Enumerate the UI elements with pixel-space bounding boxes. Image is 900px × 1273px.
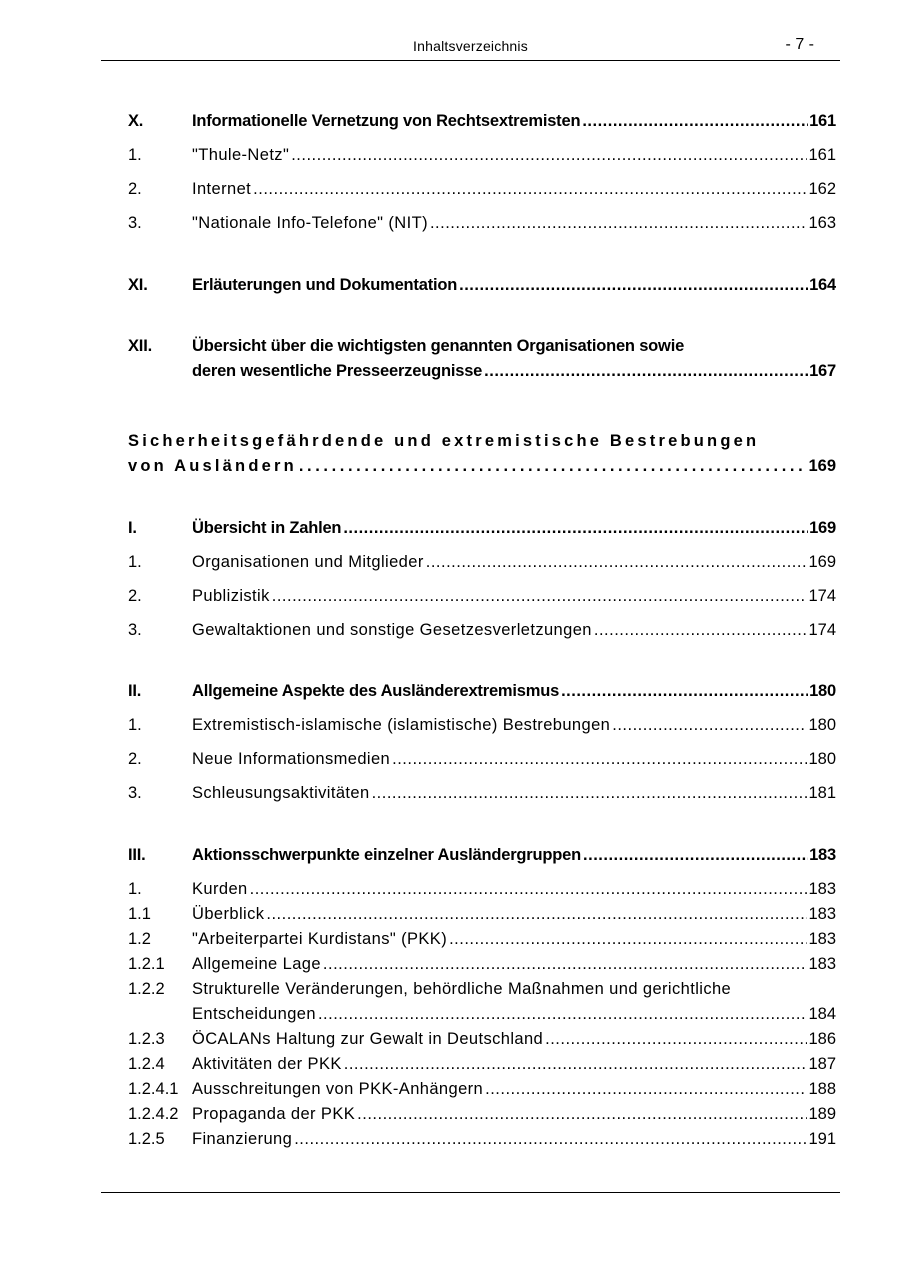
toc-leader — [582, 109, 808, 133]
toc-leader — [449, 927, 807, 951]
toc-number: XII. — [128, 337, 152, 355]
toc-label: Organisationen und Mitglieder — [192, 553, 424, 571]
toc-leader — [545, 1027, 807, 1051]
toc-leader — [484, 359, 808, 383]
toc-entry[interactable] — [128, 177, 836, 201]
toc-leader — [266, 902, 807, 926]
toc-label: Kurden — [192, 880, 248, 898]
toc-label: Aktionsschwerpunkte einzelner Ausländergruppen — [192, 846, 582, 864]
toc-number: 1. — [128, 716, 142, 734]
toc-label: Ausschreitungen von PKK-Anhängern — [192, 1080, 484, 1098]
toc-entry[interactable] — [128, 747, 836, 771]
toc-page: 183 — [808, 905, 836, 923]
toc-leader — [430, 211, 808, 235]
toc-number: 1.2.2 — [128, 980, 165, 998]
toc-page: 188 — [808, 1080, 836, 1098]
toc-label: Aktivitäten der PKK — [192, 1055, 342, 1073]
toc-entry[interactable] — [128, 618, 836, 642]
header-title: Inhaltsverzeichnis — [413, 38, 528, 54]
toc-leader — [459, 273, 808, 297]
toc-leader — [343, 516, 808, 540]
toc-number: 1. — [128, 146, 142, 164]
toc-leader — [357, 1102, 807, 1126]
toc-number: XI. — [128, 276, 148, 294]
toc-leader — [426, 550, 808, 574]
toc-leader — [344, 1052, 808, 1076]
toc-page: 174 — [808, 621, 836, 639]
toc-label: Finanzierung — [192, 1130, 293, 1148]
toc-page: 180 — [809, 682, 836, 700]
toc-page: 162 — [808, 180, 836, 198]
toc-label: Internet — [192, 180, 252, 198]
toc-label: "Arbeiterpartei Kurdistans" (PKK) — [192, 930, 448, 948]
toc-label: Informationelle Vernetzung von Rechtsextremisten — [192, 112, 581, 130]
toc-entry[interactable] — [128, 1127, 836, 1151]
toc-label: deren wesentliche Presseerzeugnisse — [192, 362, 483, 380]
toc-number: 3. — [128, 784, 142, 802]
toc-entry[interactable] — [128, 952, 836, 976]
toc-label: ÖCALANs Haltung zur Gewalt in Deutschland — [192, 1030, 544, 1048]
toc-page: 183 — [808, 930, 836, 948]
toc-entry[interactable] — [128, 211, 836, 235]
toc-leader — [583, 843, 808, 867]
toc-entry[interactable] — [128, 713, 836, 737]
toc-number: 1.2.3 — [128, 1030, 165, 1048]
toc-leader — [299, 454, 808, 478]
toc-entry[interactable] — [128, 877, 836, 901]
toc-number: 1. — [128, 553, 142, 571]
toc-leader — [612, 713, 807, 737]
toc-entry[interactable] — [128, 1027, 836, 1051]
toc-entry[interactable] — [128, 143, 836, 167]
toc-label: Übersicht in Zahlen — [192, 519, 342, 537]
toc-label: Entscheidungen — [192, 1005, 316, 1023]
toc-number: 1.2.4 — [128, 1055, 165, 1073]
toc-leader — [372, 781, 808, 805]
toc-label: Allgemeine Lage — [192, 955, 321, 973]
toc-entry[interactable] — [128, 977, 836, 1001]
toc-section-xi[interactable] — [128, 273, 836, 297]
toc-page: 164 — [809, 276, 836, 294]
toc-label: Übersicht über die wichtigsten genannten Organisationen sowie — [192, 337, 685, 355]
toc-number: II. — [128, 682, 142, 700]
toc-label: Propaganda der PKK — [192, 1105, 356, 1123]
toc-number: 1.2.5 — [128, 1130, 165, 1148]
toc-page: 187 — [808, 1055, 836, 1073]
toc-page: 180 — [808, 750, 836, 768]
toc-section-xii-continued[interactable] — [128, 359, 836, 383]
toc-label: Gewaltaktionen und sonstige Gesetzesverletzungen — [192, 621, 592, 639]
toc-number: 2. — [128, 750, 142, 768]
toc-chapter-heading[interactable] — [128, 429, 836, 453]
toc-leader — [323, 952, 808, 976]
toc-section-i[interactable] — [128, 516, 836, 540]
toc-label: Strukturelle Veränderungen, behördliche Maßnahmen und gerichtliche — [192, 980, 732, 998]
toc-number: 1.2 — [128, 930, 151, 948]
toc-number: 1.2.4.1 — [128, 1080, 179, 1098]
toc-entry-continued[interactable] — [128, 1002, 836, 1026]
toc-label: "Thule-Netz" — [192, 146, 290, 164]
toc-chapter-heading-continued[interactable] — [128, 454, 836, 478]
toc-label: Allgemeine Aspekte des Ausländerextremismus — [192, 682, 560, 700]
toc-leader — [561, 679, 808, 703]
toc-page: 174 — [808, 587, 836, 605]
toc-entry[interactable] — [128, 927, 836, 951]
toc-number: 2. — [128, 587, 142, 605]
toc-leader — [594, 618, 808, 642]
toc-page: 161 — [809, 112, 836, 130]
toc-number: I. — [128, 519, 137, 537]
toc-leader — [272, 584, 808, 608]
toc-page: 186 — [808, 1030, 836, 1048]
header-page-number: - 7 - — [785, 36, 814, 53]
toc-page: 191 — [808, 1130, 836, 1148]
toc-entry[interactable] — [128, 1077, 836, 1101]
toc-page: 163 — [808, 214, 836, 232]
toc-entry[interactable] — [128, 550, 836, 574]
toc-entry[interactable] — [128, 1102, 836, 1126]
toc-entry[interactable] — [128, 902, 836, 926]
toc-label: Neue Informationsmedien — [192, 750, 391, 768]
toc-label: Überblick — [192, 905, 265, 923]
toc-page: 161 — [808, 146, 836, 164]
toc-leader — [392, 747, 807, 771]
page-header — [101, 36, 840, 61]
toc-leader — [294, 1127, 807, 1151]
toc-number: 2. — [128, 180, 142, 198]
toc-leader — [291, 143, 807, 167]
toc-page: 183 — [808, 955, 836, 973]
toc-section-ii[interactable] — [128, 679, 836, 703]
toc-number: 1. — [128, 880, 142, 898]
toc-number: 3. — [128, 214, 142, 232]
toc-entry[interactable] — [128, 1052, 836, 1076]
toc-page: 169 — [808, 553, 836, 571]
toc-leader — [318, 1002, 808, 1026]
toc-page: 169 — [809, 519, 836, 537]
toc-page: 183 — [808, 880, 836, 898]
toc-number: 1.2.1 — [128, 955, 165, 973]
toc-label: "Nationale Info-Telefone" (NIT) — [192, 214, 428, 232]
toc-section-iii[interactable] — [128, 843, 836, 867]
toc-section-x[interactable] — [128, 109, 836, 133]
toc-leader — [250, 877, 808, 901]
toc-label: Extremistisch-islamische (islamistische) Bestrebungen — [192, 716, 611, 734]
toc-number: 3. — [128, 621, 142, 639]
toc-number: III. — [128, 846, 146, 864]
toc-entry[interactable] — [128, 781, 836, 805]
toc-number: X. — [128, 112, 144, 130]
toc-chapter-title: von Ausländern — [128, 457, 297, 475]
toc-section-xii[interactable] — [128, 334, 836, 358]
toc-label: Schleusungsaktivitäten — [192, 784, 370, 802]
toc-chapter-title: Sicherheitsgefährdende und extremistische Bestrebungen — [128, 432, 760, 450]
toc-page: 184 — [808, 1005, 836, 1023]
toc-page: 183 — [809, 846, 836, 864]
toc-page: 180 — [808, 716, 836, 734]
toc-page: 167 — [809, 362, 836, 380]
toc-label: Publizistik — [192, 587, 270, 605]
toc-page: 169 — [808, 457, 836, 475]
toc-number: 1.1 — [128, 905, 151, 923]
toc-leader — [253, 177, 807, 201]
toc-leader — [485, 1077, 807, 1101]
toc-page: 181 — [808, 784, 836, 802]
toc-label: Erläuterungen und Dokumentation — [192, 276, 458, 294]
footer-rule — [101, 1192, 840, 1193]
toc-entry[interactable] — [128, 584, 836, 608]
toc-page: 189 — [808, 1105, 836, 1123]
toc-number: 1.2.4.2 — [128, 1105, 179, 1123]
